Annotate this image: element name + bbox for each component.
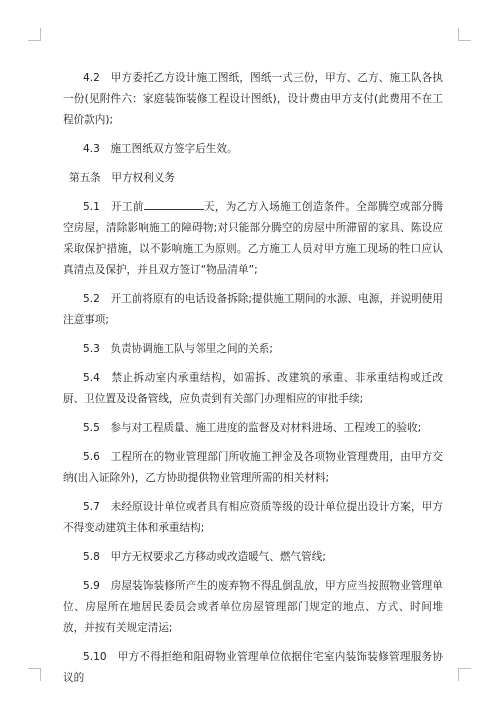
crop-mark-bottom-right <box>458 668 471 681</box>
clause-4-3: 4.3 施工图纸双方签字后生效。 <box>83 143 238 155</box>
section-heading-article-5: 第五条 甲方权利义务 <box>69 172 175 184</box>
clause-5-1-rest: 天，为乙方入场施工创造条件。全部腾空或部分腾空房屋，清除影响施工的障碍物;对只能部分腾空的房屋中所滞留的家具、陈设应采取保护措施，以不影响施工为原则。乙方施工人员对甲方施工现场的牲口应认真清点及保护，并且双方签订“物品清单”; <box>63 201 443 276</box>
fill-in-blank <box>144 197 204 210</box>
clause-5-9: 5.9 房屋装饰装修所产生的废弃物不得乱倒乱放，甲方应当按照物业管理单位、房屋所在地居民委员会或者单位房屋管理部门规定的地点、方式、时间堆放，并按有关规定清运; <box>63 580 443 634</box>
document-body <box>63 68 443 697</box>
clause-5-1-lead: 5.1 开工前 <box>83 201 144 213</box>
clause-5-5: 5.5 参与对工程质量、施工进度的监督及对材料进场、工程竣工的验收; <box>83 422 422 434</box>
clause-4-2: 4.2 甲方委托乙方设计施工图纸，图纸一式三份，甲方、乙方、施工队各执一份(见附件六：家庭装饰装修工程设计图纸)，设计费由甲方支付(此费用不在工程价款内); <box>63 72 443 126</box>
clause-5-3: 5.3 负责协调施工队与邻里之间的关系; <box>83 343 273 355</box>
crop-mark-bottom-left <box>28 668 41 681</box>
clause-5-10: 5.10 甲方不得拒绝和阻碍物业管理单位依据住宅室内装饰装修管理服务协议的 <box>63 651 443 684</box>
clause-5-2: 5.2 开工前将原有的电话设备拆除;提供施工期间的水源、电源，并说明使用注意事项; <box>63 293 443 326</box>
clause-5-1 <box>63 197 443 281</box>
clause-5-7: 5.7 未经原设计单位或者具有相应资质等级的设计单位提出设计方案，甲方不得变动建筑主体和承重结构; <box>63 501 443 534</box>
crop-mark-top-right <box>458 28 471 41</box>
crop-mark-top-left <box>28 28 41 41</box>
clause-5-4: 5.4 禁止拆动室内承重结构，如需拆、改建筑的承重、非承重结构或迁改厨、卫位置及设备管线，应负责到有关部门办理相应的审批手续; <box>63 372 443 405</box>
clause-5-8: 5.8 甲方无权要求乙方移动或改造暖气、燃气管线; <box>83 551 326 563</box>
clause-5-6: 5.6 工程所在的物业管理部门所收施工押金及各项物业管理费用，由甲方交纳(出入证除外)，乙方协助提供物业管理所需的相关材料; <box>63 451 443 484</box>
